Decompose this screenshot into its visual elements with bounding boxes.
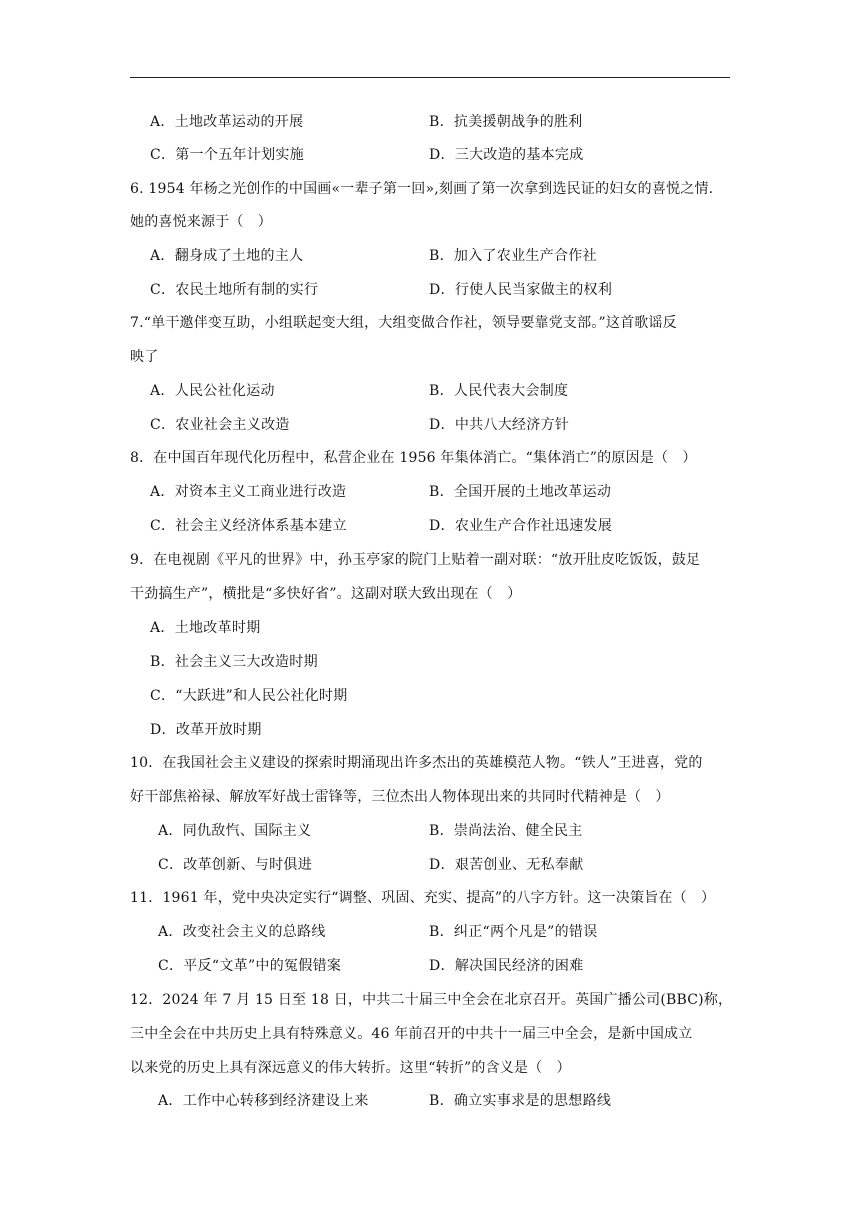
q11-option-b: B．纠正“两个凡是”的错误 (429, 924, 598, 940)
q12-stem-line-3: 以来党的历史上具有深远意义的伟大转折。这里“转折”的含义是（ ） (130, 1060, 571, 1076)
q7-stem-line-2: 映了 (130, 349, 159, 365)
q9-option-c: C．“大跃进”和人民公社化时期 (150, 688, 348, 704)
q11-option-a: A．改变社会主义的总路线 (158, 924, 326, 940)
q12-stem-line-2: 三中全会在中共历史上具有特殊意义。46 年前召开的中共十一届三中全会，是新中国成立 (130, 1026, 693, 1042)
q9-option-d: D．改革开放时期 (150, 722, 262, 738)
q6-stem-line-2: 她的喜悦来源于（ ） (130, 214, 272, 230)
q10-stem-line-1: 10．在我国社会主义建设的探索时期涌现出许多杰出的英雄模范人物。“铁人”王进喜，党的 (130, 755, 703, 771)
q12-stem-line-1: 12．2024 年 7 月 15 日至 18 日，中共二十届三中全会在北京召开。英国广播公司(BBC)称， (130, 992, 733, 1008)
q12-option-a: A．工作中心转移到经济建设上来 (158, 1093, 369, 1109)
q9-stem-line-2: 干劲搞生产”，横批是“多快好省”。这副对联大致出现在（ ） (130, 586, 522, 602)
q11-stem-line-1: 11．1961 年，党中央决定实行“调整、巩固、充实、提高”的八字方针。这一决策旨在（ ） (130, 890, 716, 906)
q10-option-b: B．崇尚法治、健全民主 (429, 823, 583, 839)
q6-option-c: C．农民土地所有制的实行 (150, 282, 319, 298)
q8-option-b: B．全国开展的土地改革运动 (429, 484, 612, 500)
q7-option-c: C．农业社会主义改造 (150, 417, 290, 433)
q5-option-d: D．三大改造的基本完成 (429, 147, 584, 163)
q6-stem-line-1: 6. 1954 年杨之光创作的中国画«一辈子第一回»,刻画了第一次拿到选民证的妇女的喜悦之情. (130, 181, 714, 197)
q7-option-a: A．人民公社化运动 (150, 383, 275, 399)
q6-option-a: A．翻身成了土地的主人 (150, 248, 304, 264)
q9-stem-line-1: 9．在电视剧《平凡的世界》中，孙玉亭家的院门上贴着一副对联：“放开肚皮吃饭饭，鼓足 (130, 552, 701, 568)
q11-option-c: C．平反“文革”中的冤假错案 (158, 958, 342, 974)
q10-option-d: D．艰苦创业、无私奉献 (429, 857, 584, 873)
q8-option-c: C．社会主义经济体系基本建立 (150, 518, 347, 534)
q9-option-a: A．土地改革时期 (150, 620, 261, 636)
header-rule (130, 77, 730, 78)
q8-stem-line-1: 8．在中国百年现代化历程中，私营企业在 1956 年集体消亡。“集体消亡”的原因是（ ） (130, 450, 697, 466)
q9-option-b: B．社会主义三大改造时期 (150, 654, 318, 670)
q5-option-b: B．抗美援朝战争的胜利 (429, 114, 583, 130)
q8-option-d: D．农业生产合作社迅速发展 (429, 518, 613, 534)
q12-option-b: B．确立实事求是的思想路线 (429, 1093, 612, 1109)
q6-option-d: D．行使人民当家做主的权利 (429, 282, 613, 298)
q6-option-b: B．加入了农业生产合作社 (429, 248, 597, 264)
q5-option-a: A．土地改革运动的开展 (150, 114, 304, 130)
q11-option-d: D．解决国民经济的困难 (429, 958, 584, 974)
q7-stem-line-1: 7.“单干邀伴变互助，小组联起变大组，大组变做合作社，领导要靠党支部。”这首歌谣反 (130, 315, 677, 331)
q7-option-b: B．人民代表大会制度 (429, 383, 569, 399)
q10-option-c: C．改革创新、与时俱进 (158, 857, 313, 873)
q7-option-d: D．中共八大经济方针 (429, 417, 570, 433)
q8-option-a: A．对资本主义工商业进行改造 (150, 484, 347, 500)
q10-option-a: A．同仇敌忾、国际主义 (158, 823, 312, 839)
q5-option-c: C．第一个五年计划实施 (150, 147, 305, 163)
q10-stem-line-2: 好干部焦裕禄、解放军好战士雷锋等，三位杰出人物体现出来的共同时代精神是（ ） (130, 789, 670, 805)
